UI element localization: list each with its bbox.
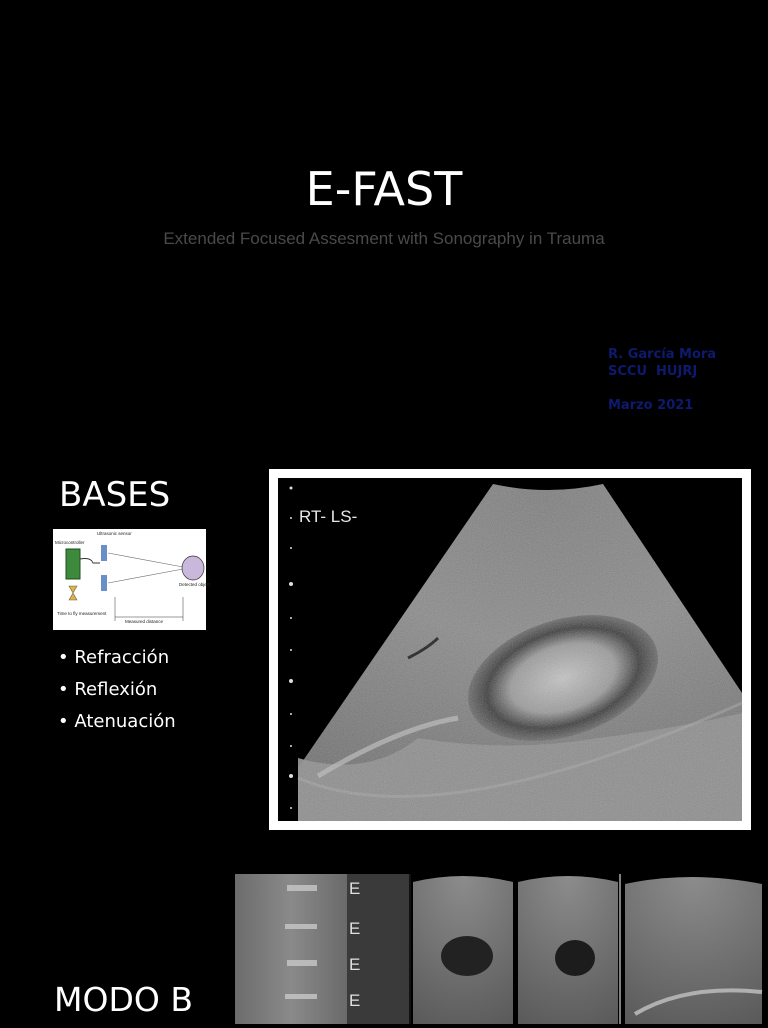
mode-b-image-strip (235, 874, 762, 1024)
ultrasonic-diagram-graphic (53, 529, 211, 630)
ultrasound-image (278, 478, 742, 821)
mode-b-graphic (235, 874, 762, 1024)
author-date: Marzo 2021 (608, 398, 694, 413)
bases-bullet-list (58, 646, 176, 742)
slide-subtitle: Extended Focused Assesment with Sonography in Trauma (163, 229, 605, 248)
diagram-label: Measured distance (125, 619, 164, 624)
mode-b-mark: E (349, 879, 361, 898)
ultrasound-label: RT- LS- (299, 507, 358, 526)
diagram-label: Detected object (179, 582, 211, 587)
author-name: R. García Mora (608, 347, 717, 362)
bullet-item: • Refracción (58, 646, 176, 678)
ultrasound-image-frame (269, 469, 751, 830)
slide-title: E-FAST (305, 162, 463, 216)
bullet-item: • Atenuación (58, 710, 176, 742)
ultrasound-graphic (278, 478, 742, 821)
ultrasonic-sensor-diagram (53, 529, 211, 630)
modo-b-heading: MODO B (54, 980, 193, 1019)
author-unit: SCCU HUJRJ (608, 364, 698, 379)
diagram-label: Time to fly measurement (57, 611, 107, 616)
diagram-label: Ultrasonic sensor (97, 531, 132, 536)
bases-heading: BASES (59, 475, 171, 515)
mode-b-mark: E (349, 919, 361, 938)
mode-b-mark: E (349, 991, 361, 1010)
diagram-label: Microcontroller (55, 540, 85, 545)
mode-b-mark: E (349, 955, 361, 974)
bullet-item: • Reflexión (58, 678, 176, 710)
